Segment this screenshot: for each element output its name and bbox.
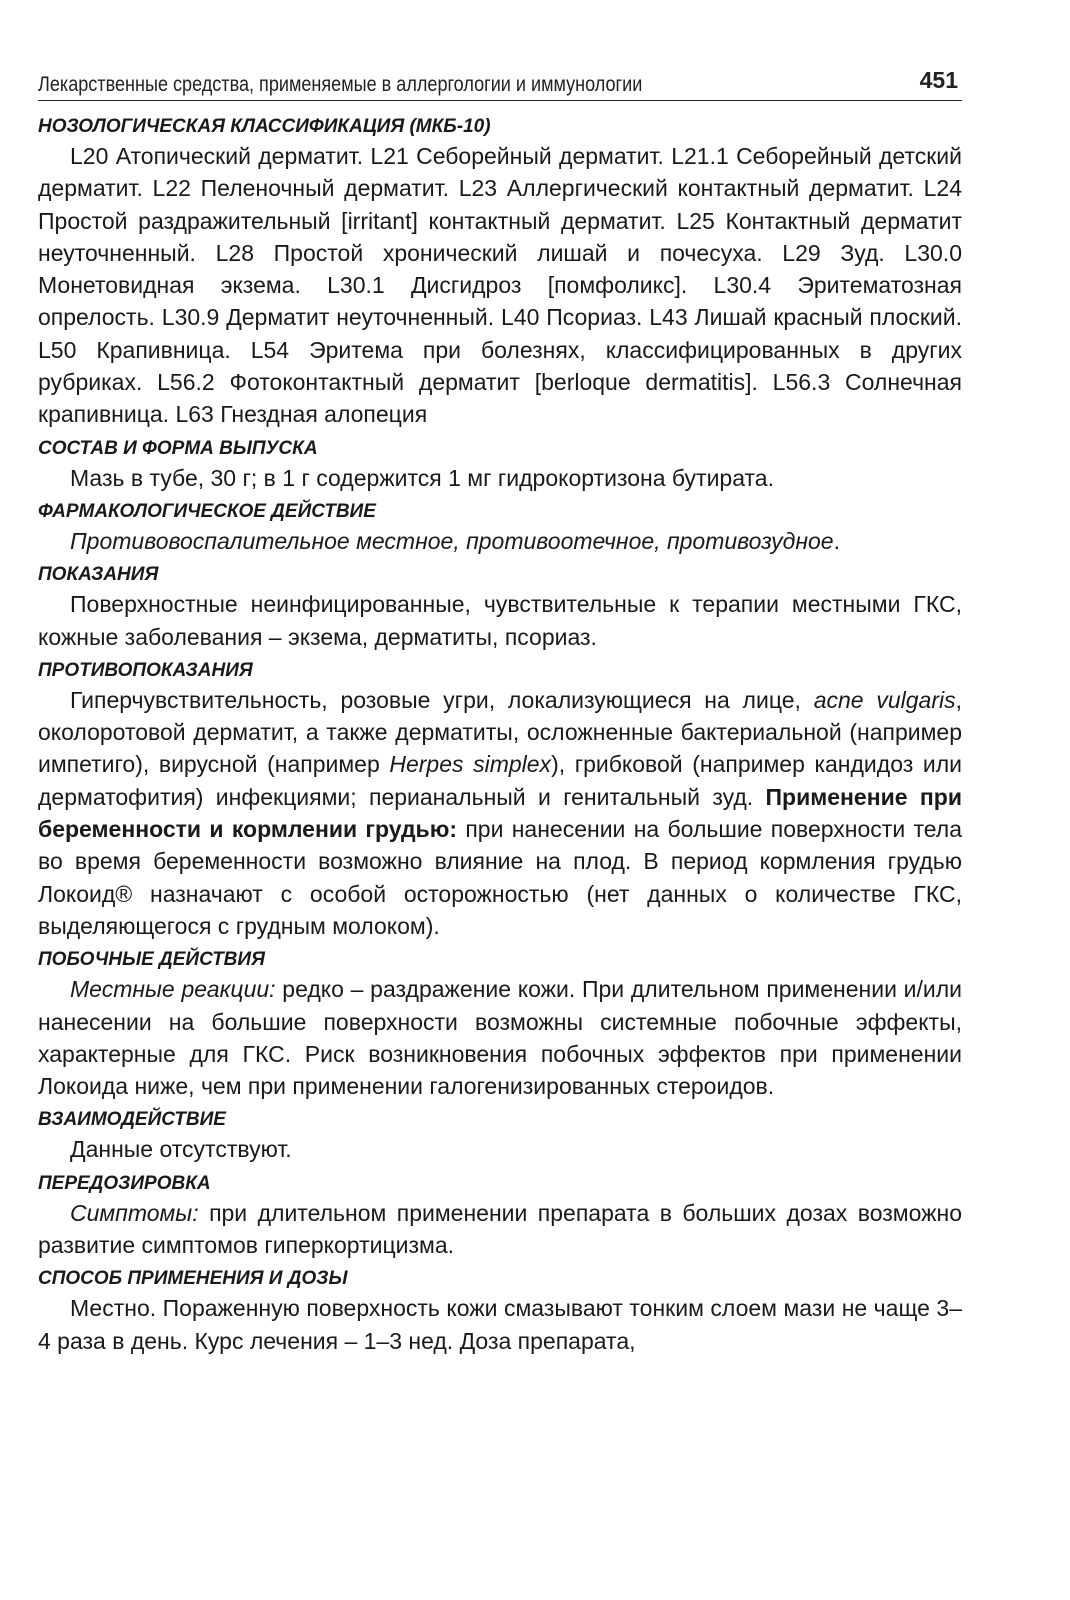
section-paragraph — [38, 462, 962, 498]
text-run: редко – раздражение кожи. При длительном применении и/или нанесении на большие поверхности возможны системные побочные эффекты, характерные для ГКС. Риск возникновения побочных эффектов при применении Локоида ниже, чем при применении галогенизированных стероидов. — [38, 976, 962, 1100]
italic-run: Местные реакции: — [70, 976, 276, 1003]
section-heading: СПОСОБ ПРИМЕНЕНИЯ И ДОЗЫ — [38, 1268, 348, 1290]
section-heading: ПОБОЧНЫЕ ДЕЙСТВИЯ — [38, 949, 265, 971]
section-paragraph — [38, 1133, 962, 1169]
section — [38, 657, 962, 946]
page-number: 451 — [919, 67, 958, 93]
text-run: Местно. Пораженную поверхность кожи смазывают тонким слоем мази не чаще 3–4 раза в день. Курс лечения – 1–3 нед. Доза препарата, — [38, 1295, 962, 1354]
article-body — [38, 113, 962, 1361]
section-paragraph — [38, 1292, 962, 1361]
section — [38, 113, 962, 435]
section-heading: ВЗАИМОДЕЙСТВИЕ — [38, 1109, 226, 1131]
running-title: Лекарственные средства, применяемые в аллергологии и иммунологии — [38, 73, 643, 96]
section-heading: ПЕРЕДОЗИРОВКА — [38, 1172, 211, 1194]
section-paragraph — [38, 588, 962, 657]
text-run: Поверхностные неинфицированные, чувствительные к терапии местными ГКС, кожные заболевания – экзема, дерматиты, псориаз. — [38, 591, 962, 650]
section-paragraph — [38, 525, 962, 561]
section-heading: ПРОТИВОПОКАЗАНИЯ — [38, 659, 253, 681]
text-run: L20 Атопический дерматит. L21 Себорейный дерматит. L21.1 Себорейный детский дерматит. L22 Пеленочный дерматит. L23 Аллергический контактный дерматит. L24 Простой раздражительный [irritant] контактный дерматит. L25 Контактный дерматит неуточненный. L28 Простой хронический лишай и почесуха. L29 Зуд. L30.0 Монетовидная экзема. L30.1 Дисгидроз [помфоликс]. L30.4 Эритематозная опрелость. L30.9 Дерматит неуточненный. L40 Псориаз. L43 Лишай красный плоский. L50 Крапивница. L54 Эритема при болезнях, классифицированных в других рубриках. L56.2 Фотоконтактный дерматит [berloque dermatitis]. L56.3 Солнечная крапивница. L63 Гнездная алопеция — [38, 143, 962, 428]
text-run: . — [833, 527, 840, 554]
section — [38, 498, 962, 561]
section-heading: НОЗОЛОГИЧЕСКАЯ КЛАССИФИКАЦИЯ (МКБ-10) — [38, 116, 491, 137]
book-page — [38, 58, 962, 1361]
section — [38, 435, 962, 498]
text-run: при нанесении на большие поверхности тела во время беременности возможно влияние на плод. В период кормления грудью Локоид® назначают с особой осторожностью (нет данных о количестве ГКС, выделяющегося с грудным молоком). — [38, 816, 963, 939]
section-paragraph — [38, 140, 962, 435]
bold-run: Применение при беременности и кормлении грудью: — [38, 783, 962, 843]
text-run: ), грибковой (например кандидоз или дерматофития) инфекциями; перианальный и генитальный зуд. — [38, 751, 962, 810]
text-run: , околоротовой дерматит, а также дерматиты, осложненные бактериальной (например импетиго), вирусной (например — [38, 686, 962, 778]
section — [38, 1265, 962, 1361]
section-paragraph — [38, 684, 962, 946]
section-paragraph — [38, 973, 962, 1106]
italic-run: Противовоспалительное местное, противоотечное, противозудное — [70, 527, 834, 554]
text-run: Гиперчувствительность, розовые угри, локализующиеся на лице, — [70, 686, 814, 713]
running-header — [38, 58, 962, 101]
section-paragraph — [38, 1197, 962, 1266]
section-heading: ФАРМАКОЛОГИЧЕСКОЕ ДЕЙСТВИЕ — [38, 500, 376, 522]
text-run: при длительном применении препарата в больших дозах возможно развитие симптомов гиперкортицизма. — [38, 1199, 962, 1259]
text-run: Данные отсутствуют. — [70, 1136, 292, 1163]
section-heading: СОСТАВ И ФОРМА ВЫПУСКА — [38, 437, 318, 459]
text-run: Мазь в тубе, 30 г; в 1 г содержится 1 мг гидрокортизона бутирата. — [70, 464, 774, 491]
section — [38, 1170, 962, 1266]
italic-run: Симптомы: — [70, 1199, 199, 1226]
section — [38, 1106, 962, 1169]
section — [38, 946, 962, 1106]
italic-run: acne vulgaris — [813, 686, 956, 713]
italic-run: Herpes simplex — [389, 751, 552, 778]
section-heading: ПОКАЗАНИЯ — [38, 564, 159, 586]
section — [38, 561, 962, 657]
